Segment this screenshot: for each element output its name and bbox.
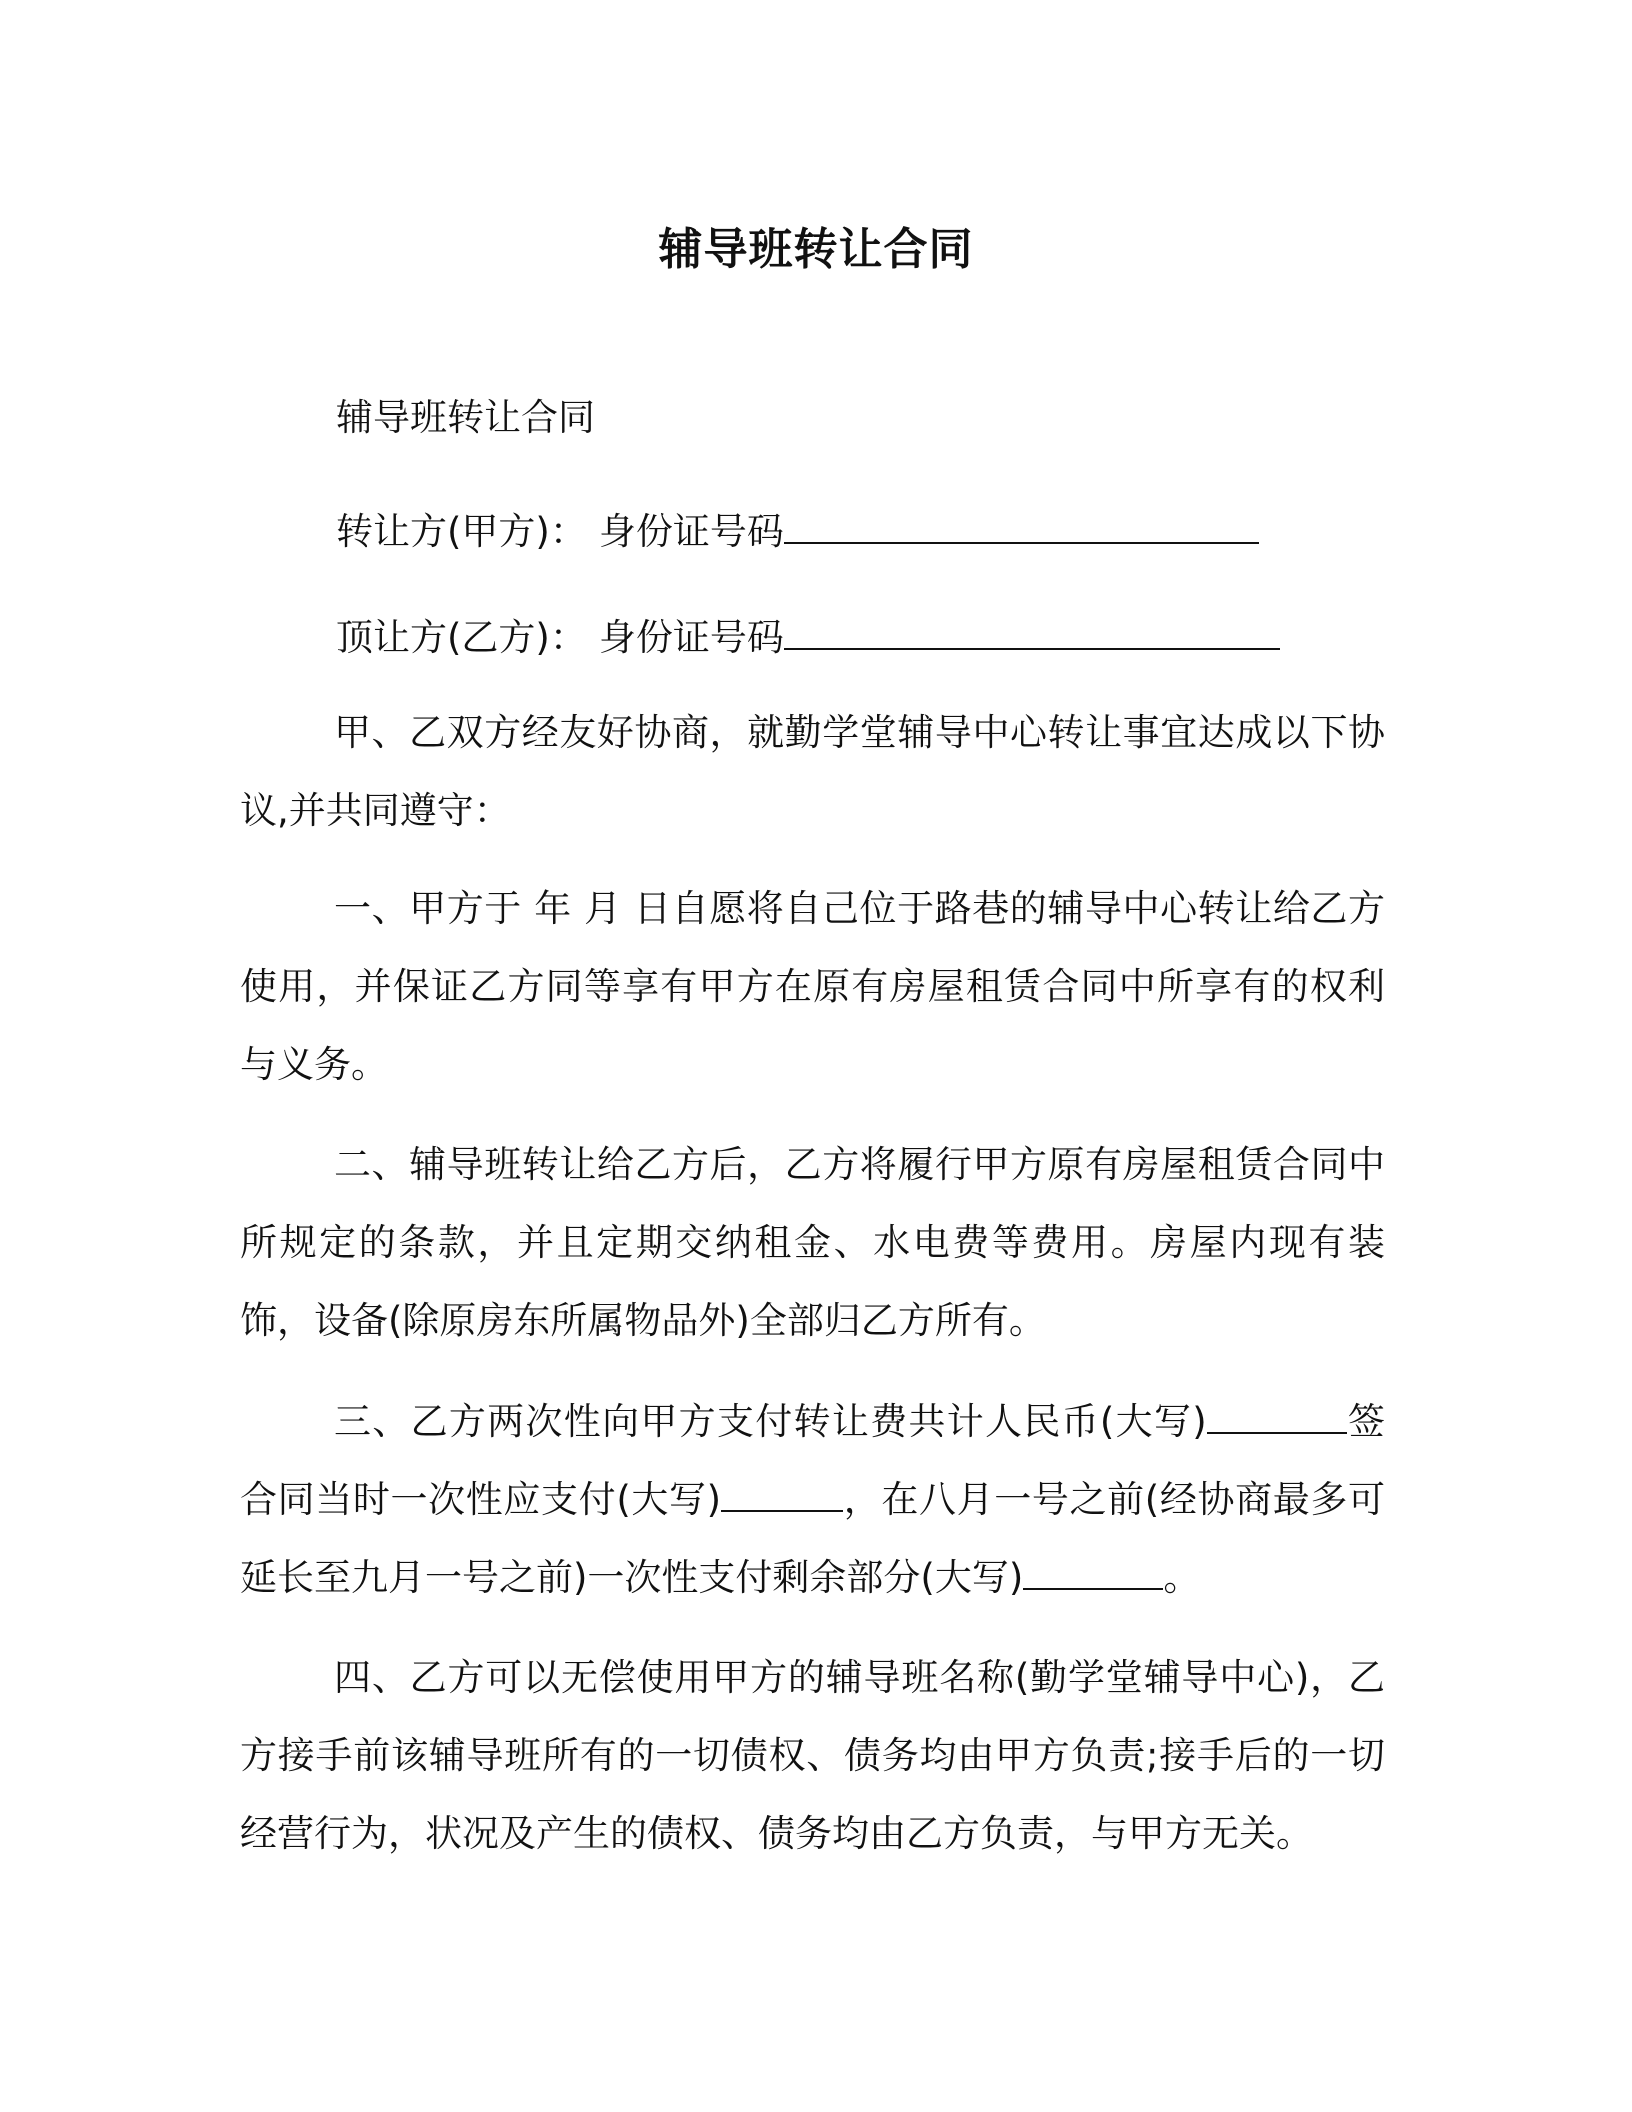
party-b-line: [336, 608, 1280, 664]
party-a-id-blank: [784, 502, 1259, 544]
clause-1-paragraph: 一、甲方于 年 月 日自愿将自己位于路巷的辅导中心转让给乙方使用，并保证乙方同等享有甲方在原有房屋租赁合同中所享有的权利与义务。: [240, 887, 1385, 1086]
clause-3-total-blank: [1207, 1392, 1347, 1434]
party-a-line: [336, 502, 1259, 558]
clause-3-first-payment-blank: [721, 1470, 843, 1512]
clause-3-part1: 三、乙方两次性向甲方支付转让费共计人民币(大写): [334, 1400, 1207, 1443]
clause-3-part2: 签合同当时一次性应支付(大写): [240, 1400, 1385, 1521]
document-title: 辅导班转让合同: [658, 224, 974, 275]
party-b-label: 顶让方(乙方)：: [336, 616, 587, 659]
document-subtitle: 辅导班转让合同: [336, 396, 595, 439]
clause-4-paragraph: 四、乙方可以无偿使用甲方的辅导班名称(勤学堂辅导中心)，乙方接手前该辅导班所有的一切债权、债务均由甲方负责;接手后的一切经营行为，状况及产生的债权、债务均由乙方负责，与甲方无关。: [240, 1656, 1385, 1855]
preamble-paragraph: 甲、乙双方经友好协商，就勤学堂辅导中心转让事宜达成以下协议,并共同遵守：: [240, 711, 1385, 832]
party-a-id-label: 身份证号码: [598, 510, 784, 553]
clause-3-paragraph: [240, 1383, 1385, 1617]
clause-2-paragraph: 二、辅导班转让给乙方后，乙方将履行甲方原有房屋租赁合同中所规定的条款，并且定期交纳租金、水电费等费用。房屋内现有装饰，设备(除原房东所属物品外)全部归乙方所有。: [240, 1143, 1385, 1342]
party-b-id-blank: [784, 608, 1280, 650]
clause-3-remaining-blank: [1023, 1548, 1163, 1590]
party-b-id-label: 身份证号码: [598, 616, 784, 659]
clause-3-part3: ，在八月一号之前(经协商最多可延长至九月一号之前)一次性支付剩余部分(大写): [240, 1478, 1386, 1599]
clause-3-part4: 。: [1163, 1556, 1201, 1599]
party-a-label: 转让方(甲方)：: [336, 510, 587, 553]
